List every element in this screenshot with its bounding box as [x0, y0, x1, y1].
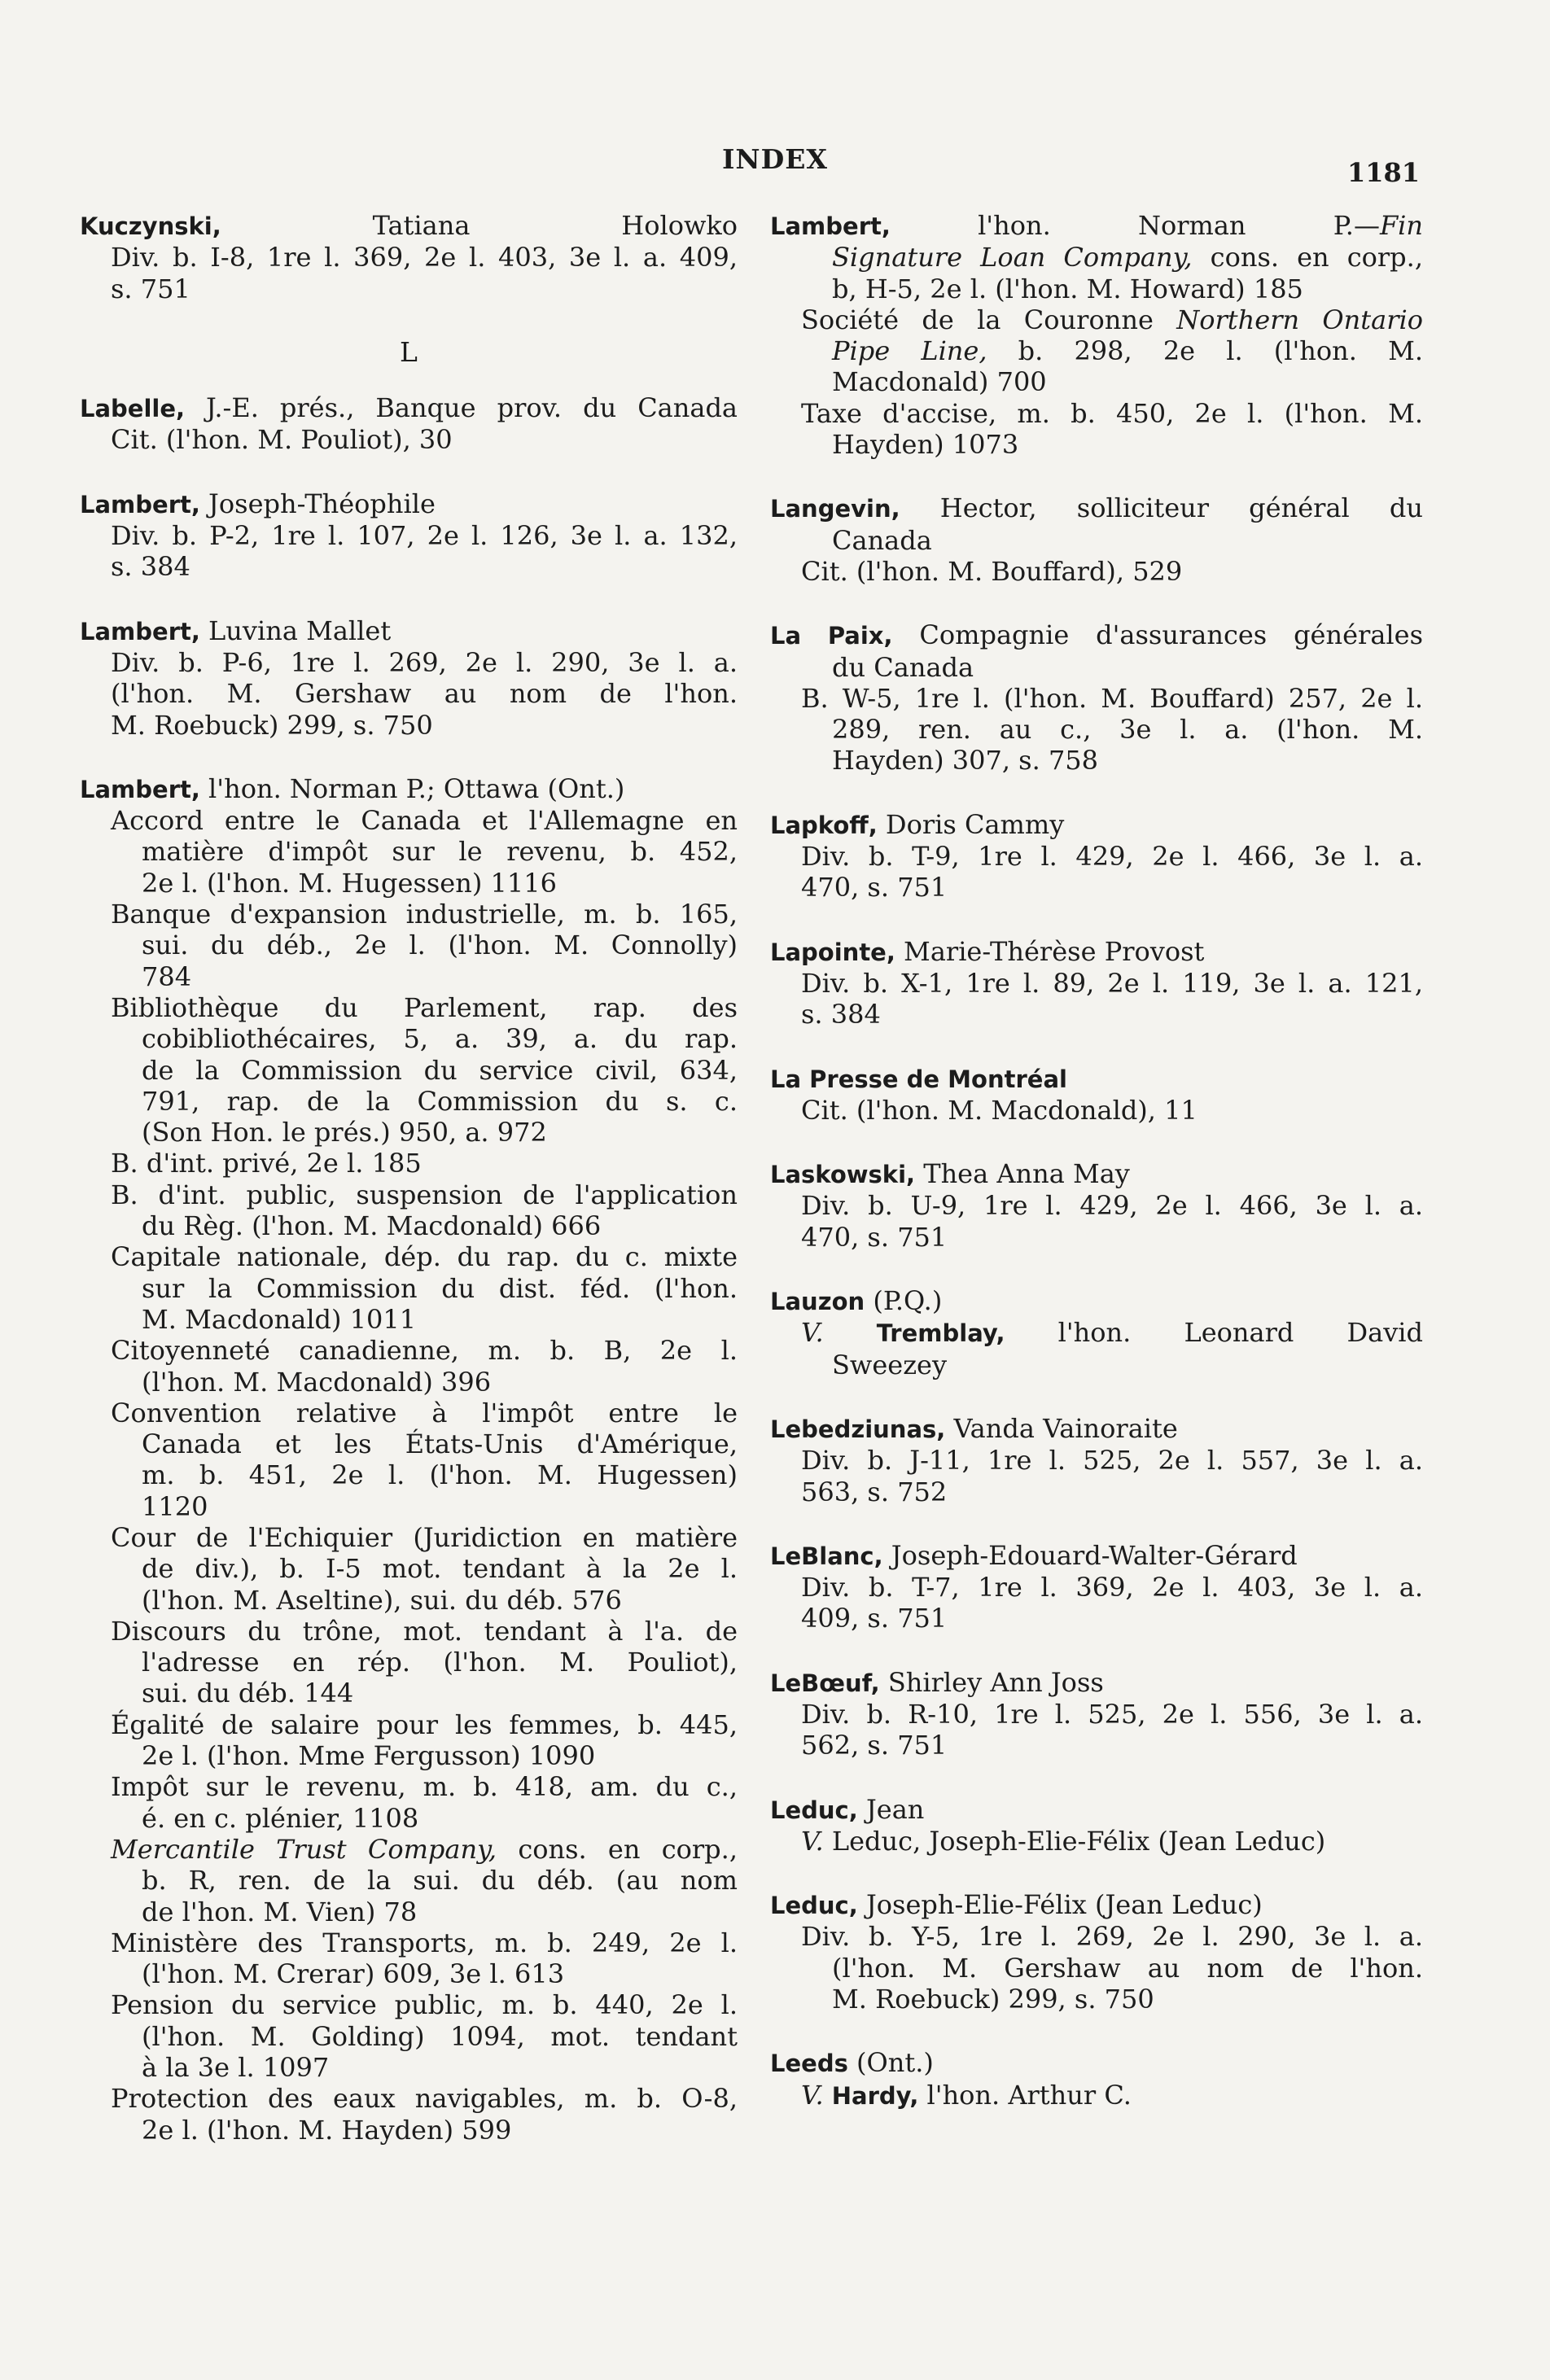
entry-text: sui. du déb., 2e l. (l'hon. M. Connolly) — [142, 930, 738, 961]
entry-subline — [80, 1616, 738, 1647]
entry-heading-line — [80, 773, 738, 805]
entry-subline — [80, 2052, 738, 2083]
entry-subline — [80, 1304, 738, 1335]
entry-subline — [80, 1958, 738, 1989]
index-entry — [770, 492, 1423, 587]
entry-subline — [80, 1709, 738, 1740]
entry-text: M. Roebuck) 299, s. 750 — [832, 1984, 1154, 2015]
index-entry — [770, 936, 1423, 1030]
entry-text: Div. b. T-7, 1re l. 369, 2e l. 403, 3e l. a. — [801, 1572, 1423, 1603]
entry-subline — [770, 398, 1423, 429]
entry-text: Div. b. P-6, 1re l. 269, 2e l. 290, 3e l. a. — [111, 646, 738, 678]
entry-text: 2e l. (l'hon. M. Hayden) 599 — [142, 2114, 512, 2146]
entry-text: 562, s. 751 — [801, 1730, 948, 1761]
entry-text: é. en c. plénier, 1108 — [142, 1802, 419, 1834]
entry-heading-line — [770, 2047, 1423, 2079]
entry-heading: Laskowski, — [770, 1161, 916, 1189]
entry-text: Div. b. I-8, 1re l. 369, 2e l. 403, 3e l. a. 409, — [111, 242, 738, 273]
entry-heading: Leeds — [770, 2050, 848, 2078]
entry-heading-line — [770, 1413, 1423, 1445]
entry-subline — [770, 1445, 1423, 1476]
entry-subline — [80, 1023, 738, 1054]
entry-text: cons. en corp., — [1192, 242, 1424, 273]
entry-text: m. b. 451, 2e l. (l'hon. M. Hugessen) — [142, 1459, 738, 1491]
index-entry — [80, 392, 738, 456]
entry-text: s. 751 — [111, 273, 190, 304]
entry-subline — [80, 1459, 738, 1490]
entry-heading: Labelle, — [80, 395, 186, 423]
entry-heading: LeBœuf, — [770, 1669, 880, 1697]
entry-heading-line — [770, 1285, 1423, 1317]
entry-text: Convention relative à l'impôt entre le — [111, 1397, 738, 1428]
page-number: 1181 — [1346, 157, 1420, 188]
entry-text: (l'hon. M. Gershaw au nom de l'hon. — [111, 678, 738, 710]
entry-text: Div. b. P-2, 1re l. 107, 2e l. 126, 3e l. a. 132, — [111, 520, 738, 552]
entry-subline — [80, 2021, 738, 2052]
entry-subline — [80, 1179, 738, 1210]
entry-heading-line — [770, 210, 1423, 242]
entry-text: 2e l. (l'hon. Mme Fergusson) 1090 — [142, 1740, 596, 1772]
index-entry — [770, 1158, 1423, 1253]
index-entry — [80, 615, 738, 741]
entry-text: b, H-5, 2e l. (l'hon. M. Howard) 185 — [832, 273, 1303, 304]
entry-subline — [80, 805, 738, 836]
italic-text: V. — [801, 1825, 824, 1857]
entry-text: 470, s. 751 — [801, 1221, 948, 1253]
entry-text: matière d'impôt sur le revenu, b. 452, — [142, 836, 738, 868]
entry-text: Hector, solliciteur général du — [900, 492, 1423, 524]
entry-heading: Lambert, — [80, 490, 200, 518]
entry-heading-line — [770, 1794, 1423, 1826]
entry-text: (l'hon. M. Aseltine), sui. du déb. 576 — [142, 1584, 622, 1616]
entry-heading-line — [80, 488, 738, 520]
entry-subline — [80, 1148, 738, 1179]
entry-subline — [770, 366, 1423, 397]
entry-subline — [80, 1398, 738, 1428]
entry-heading: Lapointe, — [770, 938, 895, 966]
italic-text: Northern Ontario — [1176, 304, 1424, 335]
entry-heading: Lauzon — [770, 1288, 865, 1316]
entry-subline — [80, 1367, 738, 1398]
entry-subline — [80, 1210, 738, 1241]
entry-text: 563, s. 752 — [801, 1476, 948, 1507]
entry-text: (Son Hon. le prés.) 950, a. 972 — [142, 1117, 547, 1148]
entry-text: Canada et les États-Unis d'Amérique, — [142, 1428, 738, 1460]
entry-text: s. 384 — [801, 999, 881, 1030]
entry-subline — [770, 968, 1423, 999]
entry-subline — [80, 868, 738, 899]
entry-heading: Langevin, — [770, 495, 900, 523]
entry-text: s. 384 — [111, 551, 190, 583]
entry-heading-line — [80, 615, 738, 647]
entry-text: Thea Anna May — [915, 1158, 1130, 1190]
entry-text: Cit. (l'hon. M. Bouffard), 529 — [801, 555, 1183, 587]
entry-text: l'hon. Norman P.; Ottawa (Ont.) — [199, 772, 625, 804]
entry-text: Cit. (l'hon. M. Macdonald), 11 — [801, 1094, 1198, 1126]
entry-heading: Lebedziunas, — [770, 1415, 946, 1443]
entry-heading: Leduc, — [770, 1796, 858, 1824]
entry-text: (l'hon. M. Crerar) 609, 3e l. 613 — [142, 1958, 565, 1990]
index-entry — [770, 2047, 1423, 2111]
entry-subline — [770, 652, 1423, 683]
entry-subline — [770, 1572, 1423, 1603]
entry-text: Div. b. U-9, 1re l. 429, 2e l. 466, 3e l. a. — [801, 1190, 1423, 1222]
entry-text: 409, s. 751 — [801, 1603, 948, 1634]
entry-text: Bibliothèque du Parlement, rap. des — [111, 991, 738, 1023]
index-column-left — [80, 210, 738, 2178]
index-entry — [770, 1540, 1423, 1634]
entry-subline — [770, 273, 1423, 304]
entry-subline — [80, 242, 738, 273]
entry-subline — [770, 872, 1423, 903]
entry-heading: LeBlanc, — [770, 1542, 883, 1570]
index-entry — [770, 1889, 1423, 2015]
entry-subline — [80, 647, 738, 678]
entry-text: Jean — [857, 1793, 925, 1825]
entry-subline — [80, 2115, 738, 2146]
entry-heading: Lapkoff, — [770, 811, 878, 839]
entry-text: Macdonald) 700 — [832, 366, 1047, 398]
entry-subline — [80, 1834, 738, 1865]
entry-heading: La Presse de Montréal — [770, 1065, 1067, 1093]
entry-subline — [770, 304, 1423, 335]
entry-heading: La Paix, — [770, 622, 893, 650]
entry-heading-line — [770, 1889, 1423, 1921]
entry-text: Taxe d'accise, m. b. 450, 2e l. (l'hon. M. — [801, 397, 1423, 429]
entry-subline — [80, 930, 738, 960]
entry-subline — [770, 714, 1423, 745]
entry-subline — [80, 1740, 738, 1771]
entry-subline — [80, 1678, 738, 1708]
entry-subline — [770, 556, 1423, 587]
entry-subline — [770, 1317, 1423, 1349]
index-entry — [80, 210, 738, 304]
entry-subline — [80, 992, 738, 1023]
entry-subline — [770, 1350, 1423, 1380]
entry-text: du Règ. (l'hon. M. Macdonald) 666 — [142, 1210, 602, 1242]
entry-text: (P.Q.) — [865, 1285, 943, 1317]
entry-subline — [770, 841, 1423, 872]
entry-subline — [80, 1241, 738, 1272]
entry-heading-line — [770, 1667, 1423, 1699]
entry-text: Hayden) 1073 — [832, 429, 1019, 461]
entry-subline — [80, 1522, 738, 1553]
entry-subline — [80, 1273, 738, 1304]
entry-subline — [770, 1222, 1423, 1253]
section-letter: L — [400, 335, 418, 368]
entry-text: Luvina Mallet — [199, 615, 392, 646]
entry-text: Div. b. Y-5, 1re l. 269, 2e l. 290, 3e l. a. — [801, 1921, 1423, 1953]
entry-text: 289, ren. au c., 3e l. a. (l'hon. M. — [832, 714, 1423, 746]
italic-text: Fin — [1379, 210, 1423, 241]
entry-text: Impôt sur le revenu, m. b. 418, am. du c., — [111, 1771, 738, 1803]
entry-text: Sweezey — [832, 1349, 948, 1380]
entry-subline — [770, 1095, 1423, 1126]
entry-text: B. d'int. public, suspension de l'application — [111, 1179, 738, 1210]
index-entry — [770, 809, 1423, 903]
entry-subline — [770, 1921, 1423, 1952]
entry-text: Cit. (l'hon. M. Pouliot), 30 — [111, 424, 453, 456]
entry-subline — [80, 273, 738, 304]
entry-subline — [80, 1989, 738, 2020]
entry-text: b. R, ren. de la sui. du déb. (au nom — [142, 1865, 738, 1897]
entry-text: Div. b. R-10, 1re l. 525, 2e l. 556, 3e l. a. — [801, 1698, 1423, 1730]
entry-subline — [770, 999, 1423, 1030]
entry-subline — [770, 429, 1423, 460]
entry-heading-line — [770, 936, 1423, 968]
entry-subline — [770, 1826, 1423, 1857]
entry-subline — [80, 1553, 738, 1584]
entry-text: Tatiana Holowko — [221, 210, 738, 241]
entry-text: Doris Cammy — [877, 808, 1065, 840]
entry-subline — [770, 1730, 1423, 1761]
entry-text: Hayden) 307, s. 758 — [832, 745, 1099, 777]
entry-heading-line — [80, 392, 738, 424]
entry-text: Canada — [832, 524, 932, 556]
entry-text: Leduc, Joseph-Elie-Félix (Jean Leduc) — [823, 1825, 1326, 1857]
entry-subline — [80, 2083, 738, 2114]
entry-text: Compagnie d'assurances générales — [892, 619, 1423, 651]
entry-heading: Lambert, — [80, 617, 200, 645]
entry-subline — [80, 1055, 738, 1086]
entry-text: Égalité de salaire pour les femmes, b. 445, — [111, 1708, 738, 1740]
entry-text: J.-E. prés., Banque prov. du Canada — [185, 392, 738, 424]
entry-subline — [770, 1190, 1423, 1221]
entry-text: b. 298, 2e l. (l'hon. M. — [987, 335, 1424, 367]
italic-text: Pipe Line, — [832, 335, 987, 367]
entry-subline — [80, 1647, 738, 1678]
index-entry — [770, 210, 1423, 460]
entry-text: de div.), b. I-5 mot. tendant à la 2e l. — [142, 1553, 738, 1585]
entry-text: sur la Commission du dist. féd. (l'hon. — [142, 1272, 738, 1304]
entry-heading: Leduc, — [770, 1892, 858, 1920]
entry-subline — [80, 520, 738, 551]
entry-text: Shirley Ann Joss — [879, 1666, 1104, 1698]
entry-text: B. W-5, 1re l. (l'hon. M. Bouffard) 257, 2e l. — [801, 682, 1423, 714]
entry-subline — [770, 683, 1423, 714]
index-entry — [80, 488, 738, 583]
entry-heading: Lambert, — [80, 775, 200, 803]
entry-subline — [80, 1491, 738, 1522]
entry-subline — [80, 1927, 738, 1958]
entry-subline — [770, 1477, 1423, 1507]
entry-subline — [80, 1803, 738, 1834]
entry-subline — [80, 1428, 738, 1459]
entry-text: 1120 — [142, 1490, 208, 1522]
entry-text: Cour de l'Echiquier (Juridiction en matière — [111, 1521, 738, 1553]
entry-subline — [770, 242, 1423, 273]
entry-heading: Lambert, — [770, 212, 891, 240]
entry-text: 470, s. 751 — [801, 872, 948, 903]
index-entry — [770, 1413, 1423, 1507]
entry-text: l'hon. Arthur C. — [918, 2079, 1132, 2111]
entry-text: du Canada — [832, 651, 974, 683]
entry-subline — [80, 678, 738, 709]
entry-text: Div. b. T-9, 1re l. 429, 2e l. 466, 3e l. a. — [801, 841, 1423, 873]
entry-heading-line — [770, 492, 1423, 524]
italic-text: Signature Loan Company, — [832, 242, 1193, 273]
index-entry — [80, 773, 738, 2146]
entry-subline — [80, 710, 738, 741]
entry-text: B. d'int. privé, 2e l. 185 — [111, 1148, 422, 1179]
entry-subline — [80, 1117, 738, 1148]
entry-text: Joseph-Elie-Félix (Jean Leduc) — [857, 1889, 1263, 1921]
entry-text: à la 3e l. 1097 — [142, 2052, 330, 2084]
entry-text: Pension du service public, m. b. 440, 2e l. — [111, 1989, 738, 2021]
entry-text: (l'hon. M. Gershaw au nom de l'hon. — [832, 1952, 1423, 1984]
entry-text: sui. du déb. 144 — [142, 1678, 354, 1709]
entry-text: l'hon. Norman P.— — [890, 210, 1380, 241]
entry-text: 784 — [142, 960, 192, 992]
entry-heading: Kuczynski, — [80, 212, 221, 240]
entry-subline — [80, 1865, 738, 1896]
entry-subline — [770, 2080, 1423, 2111]
entry-subline — [770, 745, 1423, 776]
entry-subline — [770, 335, 1423, 366]
entry-subline — [770, 525, 1423, 556]
entry-heading-line — [770, 1540, 1423, 1572]
entry-text: Marie-Thérèse Provost — [895, 935, 1205, 967]
entry-subline — [770, 1984, 1423, 2015]
entry-subline — [80, 1335, 738, 1366]
index-entry — [770, 1285, 1423, 1380]
entry-text: (l'hon. M. Golding) 1094, mot. tendant — [142, 2020, 738, 2052]
entry-text: de l'hon. M. Vien) 78 — [142, 1896, 418, 1927]
entry-text: Vanda Vainoraite — [945, 1412, 1178, 1444]
italic-text: Mercantile Trust Company, — [111, 1833, 497, 1865]
entry-crossref-name: Hardy, — [823, 2081, 919, 2110]
entry-text: Joseph-Théophile — [199, 488, 436, 519]
entry-subline — [80, 424, 738, 455]
entry-text: M. Macdonald) 1011 — [142, 1303, 417, 1335]
entry-text: Discours du trône, mot. tendant à l'a. de — [111, 1615, 738, 1647]
entry-text: Citoyenneté canadienne, m. b. B, 2e l. — [111, 1335, 738, 1367]
entry-subline — [770, 1603, 1423, 1634]
entry-subline — [80, 1086, 738, 1117]
entry-text: Div. b. X-1, 1re l. 89, 2e l. 119, 3e l. a. 121, — [801, 967, 1423, 999]
entry-text: M. Roebuck) 299, s. 750 — [111, 709, 433, 741]
entry-text: (l'hon. M. Macdonald) 396 — [142, 1366, 492, 1398]
page-title: INDEX — [722, 143, 828, 175]
index-entry — [770, 1063, 1423, 1127]
entry-text: Capitale nationale, dép. du rap. du c. mixte — [111, 1241, 738, 1273]
entry-text: l'adresse en rép. (l'hon. M. Pouliot), — [142, 1647, 738, 1678]
entry-text: Société de la Couronne — [801, 304, 1177, 335]
entry-text: 791, rap. de la Commission du s. c. — [142, 1085, 738, 1117]
entry-subline — [80, 961, 738, 992]
entry-text: Accord entre le Canada et l'Allemagne en — [111, 805, 738, 837]
entry-heading-line — [80, 210, 738, 242]
entry-subline — [80, 836, 738, 867]
entry-text: l'hon. Leonard David — [1005, 1317, 1423, 1349]
italic-text: V. — [801, 1317, 824, 1349]
entry-text: Joseph-Edouard-Walter-Gérard — [882, 1539, 1298, 1571]
entry-subline — [80, 1585, 738, 1616]
entry-text: (Ont.) — [847, 2047, 934, 2079]
index-column-right — [770, 210, 1423, 2144]
italic-text: V. — [801, 2079, 824, 2111]
entry-heading-line — [770, 809, 1423, 841]
entry-text: de la Commission du service civil, 634, — [142, 1054, 738, 1086]
index-entry — [770, 619, 1423, 776]
entry-text: Protection des eaux navigables, m. b. O-8, — [111, 2083, 738, 2115]
entry-text: 2e l. (l'hon. M. Hugessen) 1116 — [142, 867, 557, 899]
entry-subline — [80, 1897, 738, 1927]
entry-heading-line — [770, 1063, 1423, 1095]
entry-text: cons. en corp., — [497, 1833, 738, 1865]
entry-text: Banque d'expansion industrielle, m. b. 165, — [111, 899, 738, 930]
entry-subline — [80, 551, 738, 582]
entry-crossref-name: Tremblay, — [823, 1319, 1005, 1348]
entry-text: Ministère des Transports, m. b. 249, 2e l. — [111, 1927, 738, 1958]
entry-text: cobibliothécaires, 5, a. 39, a. du rap. — [142, 1023, 738, 1055]
index-entry — [770, 1667, 1423, 1761]
entry-subline — [80, 1771, 738, 1802]
entry-subline — [80, 899, 738, 930]
entry-text: Div. b. J-11, 1re l. 525, 2e l. 557, 3e l. a. — [801, 1445, 1423, 1477]
entry-heading-line — [770, 619, 1423, 651]
entry-heading-line — [770, 1158, 1423, 1190]
entry-subline — [770, 1953, 1423, 1984]
entry-subline — [770, 1699, 1423, 1730]
index-entry — [770, 1794, 1423, 1857]
